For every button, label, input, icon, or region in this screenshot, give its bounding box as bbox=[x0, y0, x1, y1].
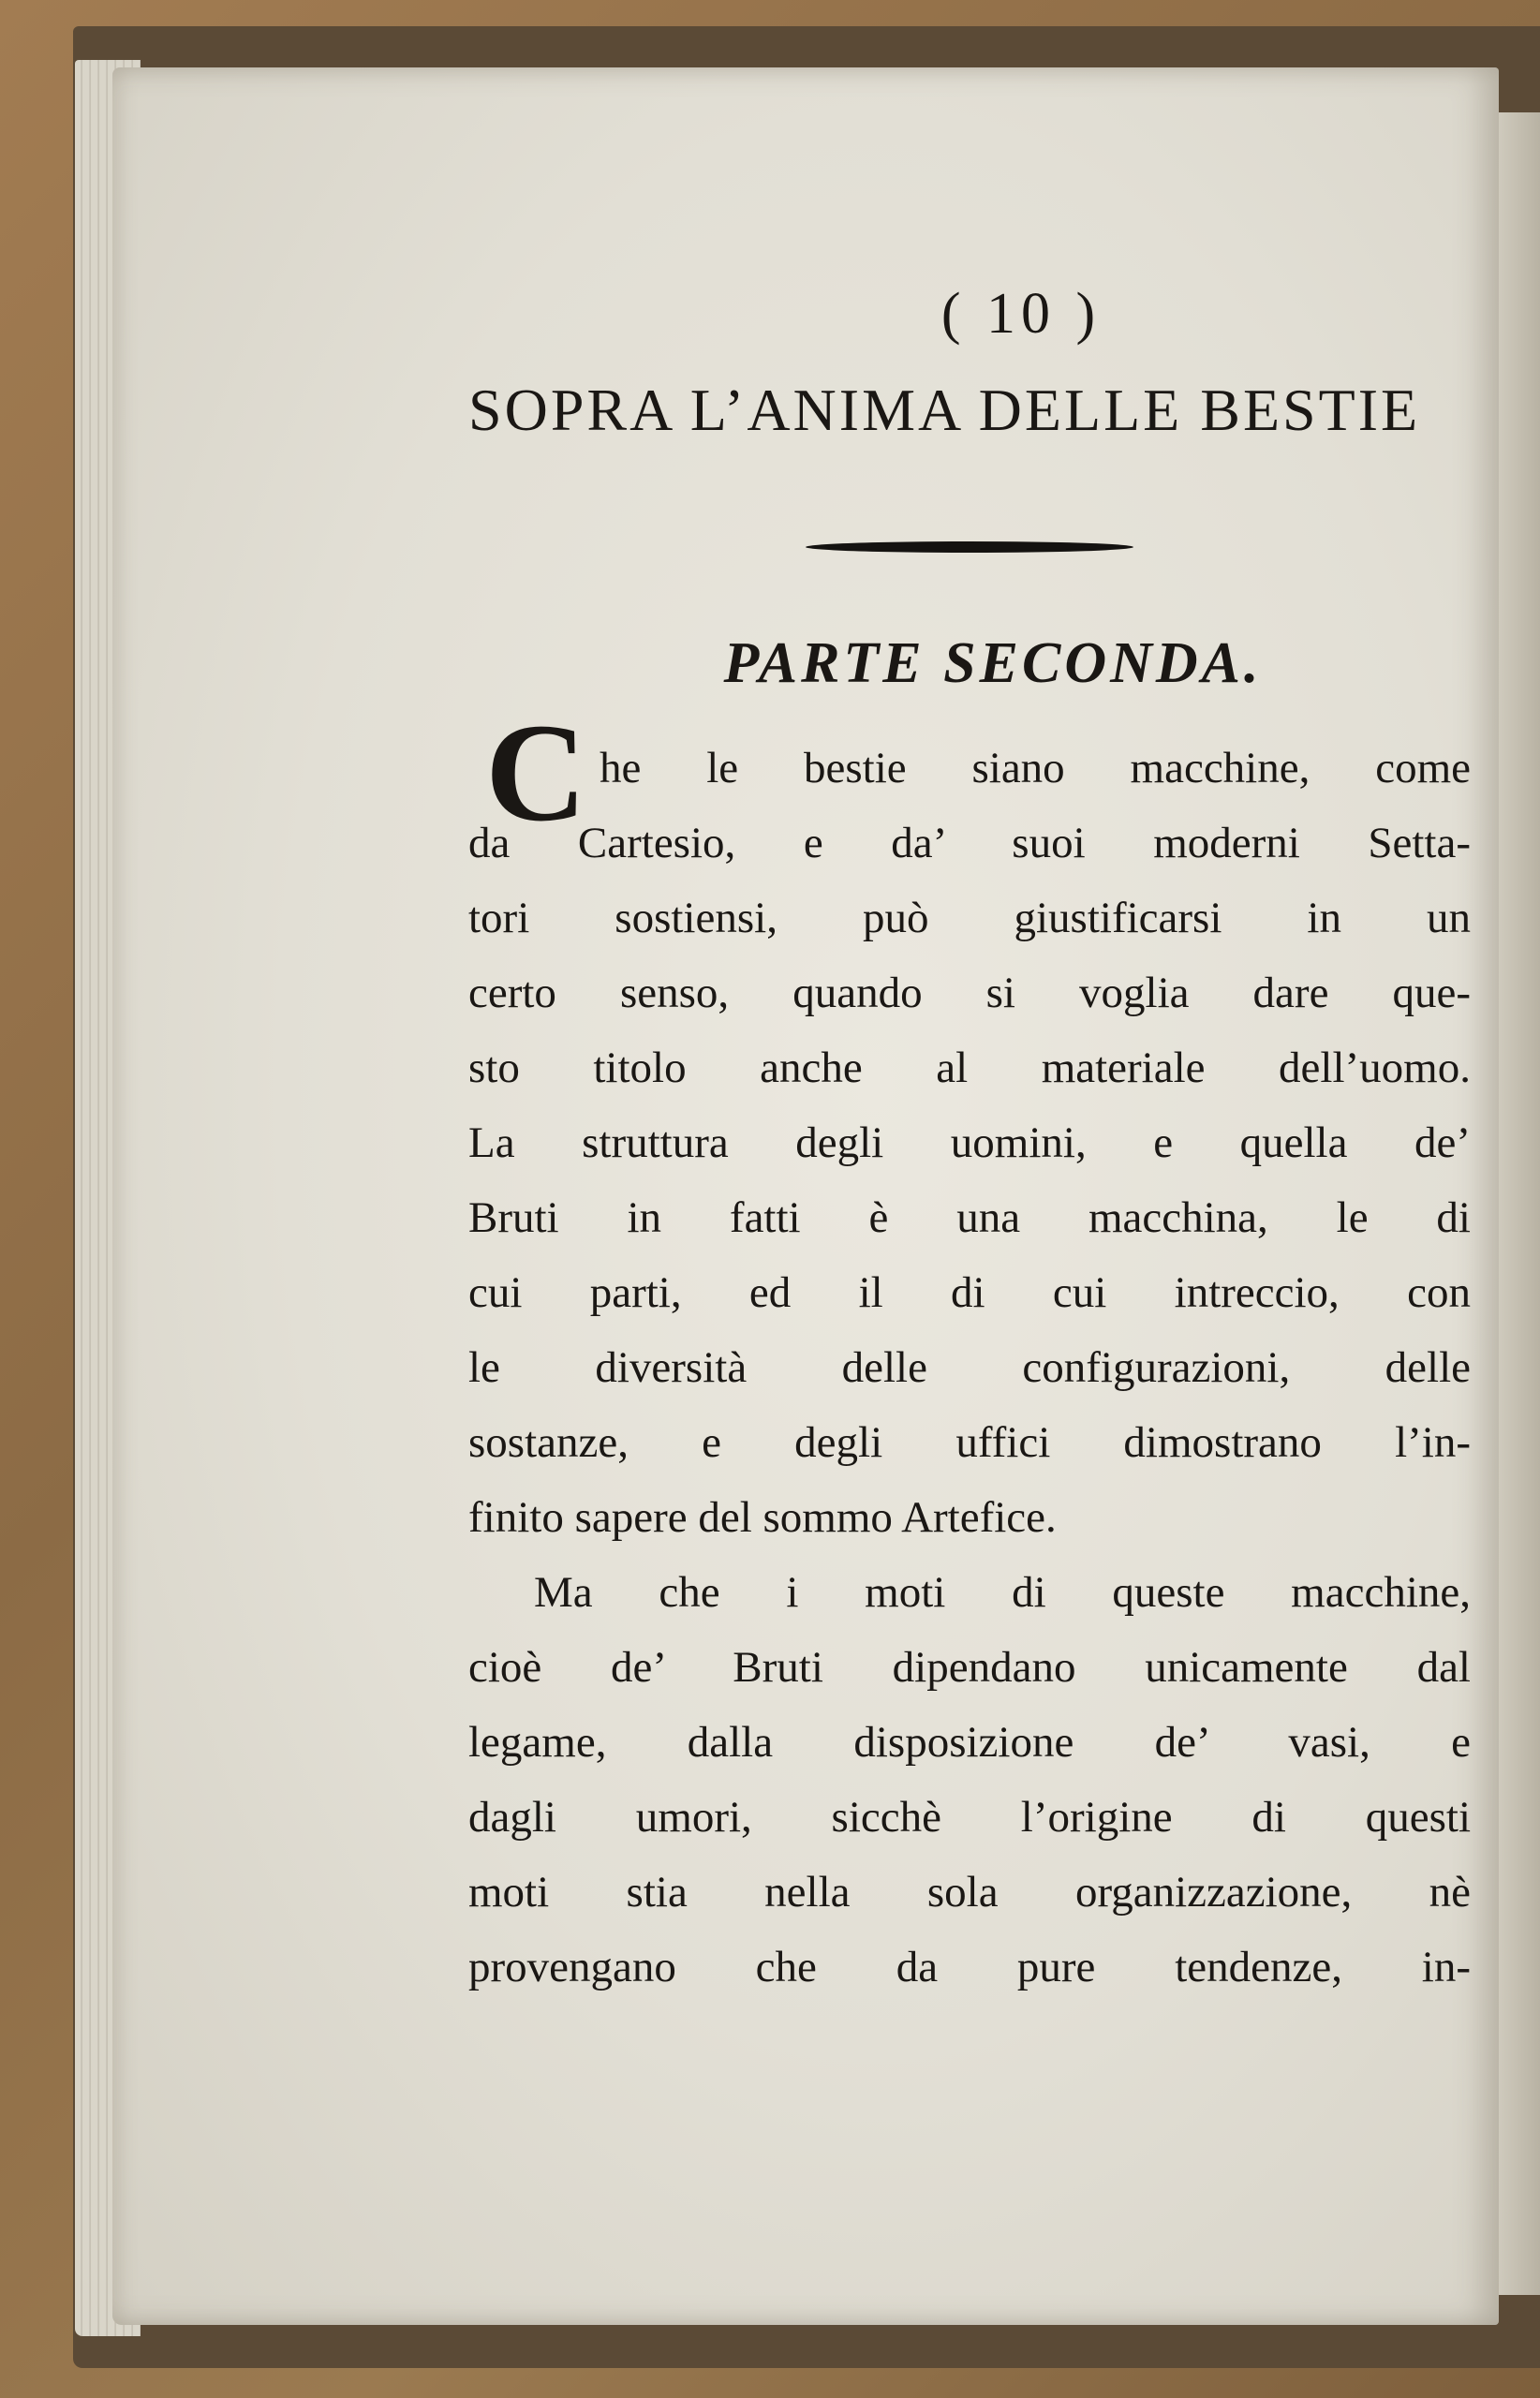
text-line: cioè de’ Bruti dipendano unicamente dal bbox=[468, 1643, 1471, 1692]
text-line: he le bestie siano macchine, come bbox=[600, 744, 1471, 792]
text-line: finito sapere del sommo Artefice. bbox=[468, 1493, 1057, 1542]
text-line: legame, dalla disposizione de’ vasi, e bbox=[468, 1718, 1471, 1767]
text-line: La struttura degli uomini, e quella de’ bbox=[468, 1118, 1471, 1167]
text-line: Ma che i moti di queste macchine, bbox=[534, 1568, 1471, 1617]
facing-page-edge bbox=[1499, 112, 1540, 2295]
drop-cap: C bbox=[485, 695, 587, 851]
page-number: ( 10 ) bbox=[940, 282, 1102, 346]
title-rule bbox=[806, 541, 1133, 553]
text-line: moti stia nella sola organizzazione, nè bbox=[468, 1868, 1471, 1917]
text-line: sto titolo anche al materiale dell’uomo. bbox=[468, 1044, 1471, 1092]
text-line: da Cartesio, e da’ suoi moderni Setta- bbox=[468, 819, 1471, 867]
text-line: le diversità delle configurazioni, delle bbox=[468, 1343, 1471, 1392]
text-line: certo senso, quando si voglia dare que- bbox=[468, 969, 1471, 1017]
text-line: provengano che da pure tendenze, in- bbox=[468, 1943, 1471, 1991]
text-line: tori sostiensi, può giustificarsi in un bbox=[468, 894, 1471, 942]
text-line: sostanze, e degli uffici dimostrano l’in- bbox=[468, 1418, 1471, 1467]
text-line: dagli umori, sicchè l’origine di questi bbox=[468, 1793, 1471, 1842]
text-line: cui parti, ed il di cui intreccio, con bbox=[468, 1268, 1471, 1317]
text-line: Bruti in fatti è una macchina, le di bbox=[468, 1193, 1471, 1242]
section-heading: PARTE SECONDA. bbox=[723, 631, 1263, 695]
running-head: SOPRA L’ANIMA DELLE BESTIE bbox=[468, 377, 1421, 443]
